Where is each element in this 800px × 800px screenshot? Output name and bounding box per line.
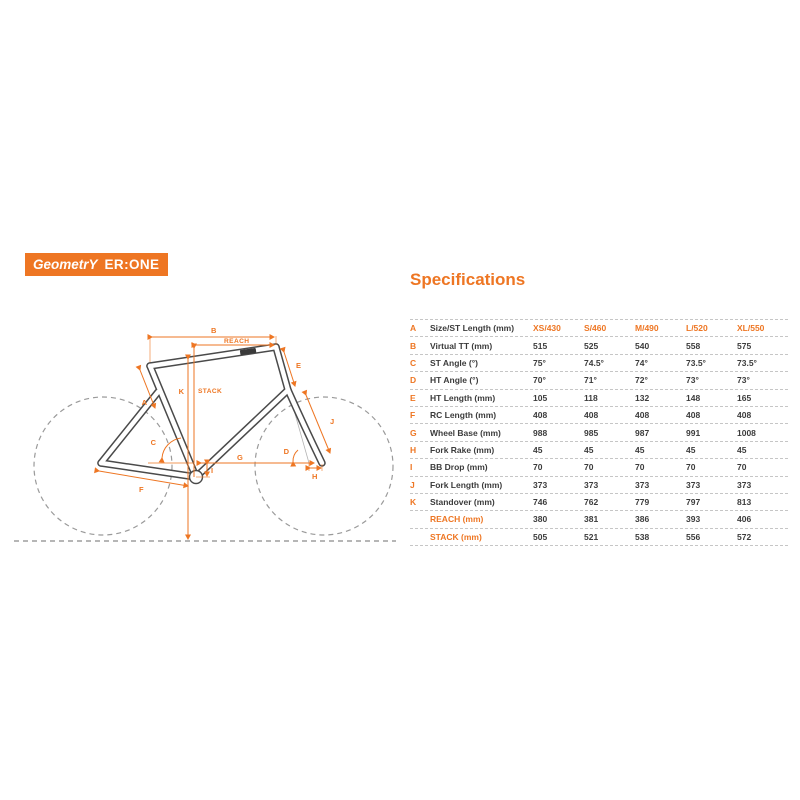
dim-label-a: A	[141, 398, 147, 407]
row-key: A	[410, 323, 417, 334]
row-value: 74°	[635, 357, 648, 368]
row-label: Wheel Base (mm)	[430, 427, 501, 438]
row-label: REACH (mm)	[430, 514, 484, 525]
row-label: HT Angle (°)	[430, 375, 479, 386]
row-value: 373	[737, 479, 752, 490]
specifications-title: Specifications	[410, 270, 526, 289]
row-label: STACK (mm)	[430, 531, 482, 542]
dim-label-c: C	[150, 438, 156, 447]
row-value: 148	[686, 392, 701, 403]
spec-row	[410, 320, 788, 337]
row-value: 985	[584, 427, 599, 438]
spec-row	[410, 407, 788, 424]
row-value: 797	[686, 497, 701, 508]
row-key: G	[410, 427, 417, 438]
row-key: K	[410, 497, 417, 508]
row-key: H	[410, 444, 417, 455]
row-label: ST Angle (°)	[430, 357, 478, 368]
row-value: 45	[686, 444, 696, 455]
row-value: XS/430	[533, 323, 561, 334]
row-value: 165	[737, 392, 752, 403]
row-key: E	[410, 392, 416, 403]
row-value: 45	[737, 444, 747, 455]
dim-label-i: I	[211, 466, 214, 475]
dim-label-b: B	[211, 326, 217, 335]
row-value: 381	[584, 514, 599, 525]
spec-row	[410, 390, 788, 407]
row-label: Standover (mm)	[430, 497, 495, 508]
row-value: 525	[584, 340, 599, 351]
row-label: Virtual TT (mm)	[430, 340, 493, 351]
row-value: 408	[686, 410, 701, 421]
row-value: 70	[533, 462, 543, 473]
spec-row	[410, 355, 788, 372]
row-value: 408	[635, 410, 650, 421]
row-value: 73°	[737, 375, 750, 386]
row-key: J	[410, 479, 415, 490]
spec-row	[410, 337, 788, 354]
row-value: 75°	[533, 357, 546, 368]
row-value: 105	[533, 392, 548, 403]
row-value: 813	[737, 497, 752, 508]
row-value: L/520	[686, 323, 708, 334]
row-value: 556	[686, 531, 701, 542]
dim-label-stack: STACK	[198, 388, 223, 395]
badge-model-label: ER:ONE	[104, 256, 160, 272]
row-value: 70	[686, 462, 696, 473]
row-key: F	[410, 410, 416, 421]
row-label: Fork Length (mm)	[430, 479, 503, 490]
dim-label-j: J	[330, 417, 335, 426]
row-value: 572	[737, 531, 752, 542]
dim-label-d: D	[283, 447, 289, 456]
dim-label-reach: REACH	[224, 338, 250, 345]
row-value: 521	[584, 531, 599, 542]
row-value: 72°	[635, 375, 648, 386]
row-value: 575	[737, 340, 752, 351]
row-value: 746	[533, 497, 548, 508]
row-value: 73.5°	[686, 357, 706, 368]
spec-row	[410, 442, 788, 459]
row-value: 408	[584, 410, 599, 421]
row-value: 45	[635, 444, 645, 455]
row-value: 132	[635, 392, 650, 403]
row-value: 538	[635, 531, 650, 542]
row-value: 988	[533, 427, 548, 438]
spec-row	[410, 424, 788, 441]
dim-label-f: F	[139, 485, 144, 494]
row-value: 393	[686, 514, 701, 525]
row-value: 558	[686, 340, 701, 351]
row-value: 408	[533, 410, 548, 421]
row-value: 70°	[533, 375, 546, 386]
row-value: 406	[737, 514, 752, 525]
row-value: 74.5°	[584, 357, 604, 368]
row-label: RC Length (mm)	[430, 410, 497, 421]
spec-table	[410, 319, 788, 546]
row-value: 762	[584, 497, 599, 508]
row-label: Fork Rake (mm)	[430, 444, 495, 455]
row-value: 505	[533, 531, 548, 542]
row-value: 1008	[737, 427, 756, 438]
row-value: 408	[737, 410, 752, 421]
row-value: 70	[737, 462, 747, 473]
row-value: 45	[584, 444, 594, 455]
row-key: D	[410, 375, 417, 386]
badge-geometry-label: GeometrY	[33, 256, 98, 272]
row-value: 45	[533, 444, 543, 455]
row-value: 987	[635, 427, 650, 438]
row-value: 991	[686, 427, 701, 438]
dim-label-k: K	[178, 387, 184, 396]
row-key: C	[410, 357, 417, 368]
spec-row	[410, 529, 788, 546]
row-value: 386	[635, 514, 650, 525]
row-value: 373	[635, 479, 650, 490]
spec-row	[410, 511, 788, 528]
row-value: XL/550	[737, 323, 765, 334]
row-value: 73°	[686, 375, 699, 386]
row-label: Size/ST Length (mm)	[430, 323, 515, 334]
geometry-badge	[25, 253, 168, 276]
dim-label-g: G	[237, 453, 243, 462]
row-value: 779	[635, 497, 650, 508]
row-value: 373	[533, 479, 548, 490]
row-value: M/490	[635, 323, 659, 334]
row-label: BB Drop (mm)	[430, 462, 488, 473]
row-value: 71°	[584, 375, 597, 386]
row-value: 70	[584, 462, 594, 473]
spec-row	[410, 477, 788, 494]
dim-label-e: E	[296, 361, 302, 370]
row-value: 380	[533, 514, 548, 525]
row-value: 373	[584, 479, 599, 490]
row-value: 118	[584, 392, 598, 403]
bike-geometry-diagram	[0, 300, 410, 560]
row-value: 73.5°	[737, 357, 757, 368]
spec-row	[410, 494, 788, 511]
row-key: I	[410, 462, 413, 473]
row-value: 515	[533, 340, 548, 351]
row-value: 540	[635, 340, 650, 351]
row-value: 70	[635, 462, 645, 473]
row-label: HT Length (mm)	[430, 392, 496, 403]
row-key: B	[410, 340, 417, 351]
dim-label-h: H	[312, 472, 318, 481]
spec-row	[410, 372, 788, 389]
row-value: S/460	[584, 323, 607, 334]
spec-row	[410, 459, 788, 476]
row-value: 373	[686, 479, 701, 490]
